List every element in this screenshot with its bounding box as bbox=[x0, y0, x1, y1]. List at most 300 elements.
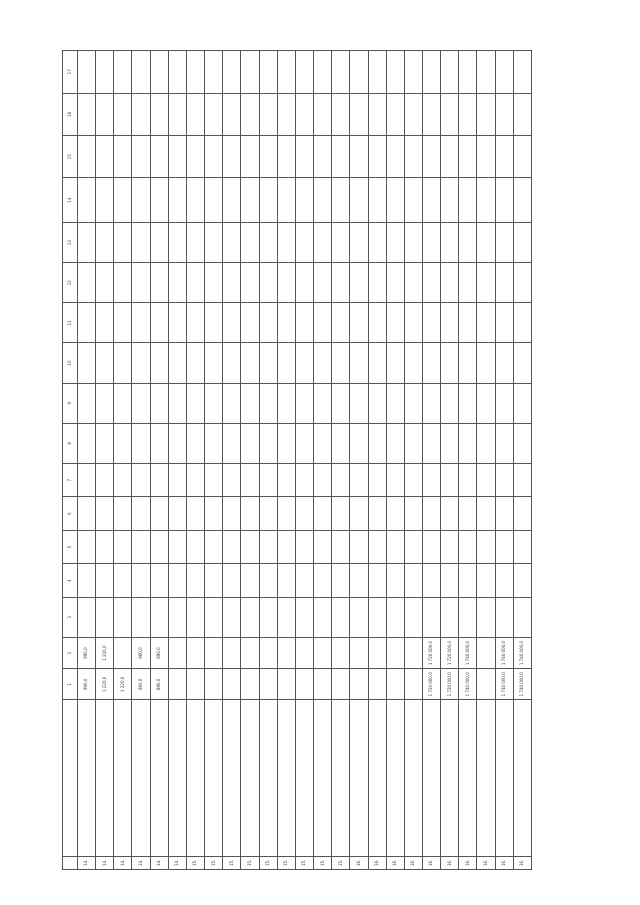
value-cell bbox=[332, 669, 350, 700]
value-cell bbox=[78, 93, 96, 135]
value-cell bbox=[386, 51, 404, 94]
value-cell bbox=[314, 637, 332, 668]
value-cell bbox=[404, 343, 422, 383]
value-cell bbox=[78, 343, 96, 383]
value-cell bbox=[295, 383, 313, 423]
table-row bbox=[386, 51, 404, 870]
value-cell bbox=[332, 51, 350, 94]
row-description-cell bbox=[205, 700, 223, 856]
value-cell bbox=[295, 597, 313, 637]
value-cell bbox=[495, 93, 513, 135]
value-cell bbox=[132, 263, 150, 303]
value-cell bbox=[277, 343, 295, 383]
value-cell bbox=[495, 51, 513, 94]
value-cell: 1 220,0 bbox=[96, 637, 114, 668]
value-cell bbox=[295, 263, 313, 303]
value-cell: 960,0 bbox=[132, 637, 150, 668]
value-cell bbox=[223, 51, 241, 94]
value-cell bbox=[223, 669, 241, 700]
value-cell bbox=[368, 669, 386, 700]
value-cell bbox=[295, 423, 313, 463]
value-cell bbox=[495, 263, 513, 303]
value-cell bbox=[277, 637, 295, 668]
value-cell bbox=[150, 423, 168, 463]
value-cell bbox=[422, 530, 440, 563]
value-cell bbox=[132, 423, 150, 463]
value-cell bbox=[186, 637, 204, 668]
value-cell bbox=[441, 222, 459, 262]
row-index-cell: 14. bbox=[96, 856, 114, 869]
value-cell: 890,0 bbox=[150, 669, 168, 700]
value-cell bbox=[368, 222, 386, 262]
value-cell bbox=[477, 669, 495, 700]
table-row bbox=[368, 51, 386, 870]
header-cell: 12 bbox=[63, 263, 78, 303]
value-cell bbox=[223, 497, 241, 530]
value-cell bbox=[205, 597, 223, 637]
value-cell bbox=[513, 383, 531, 423]
value-cell bbox=[332, 263, 350, 303]
value-cell bbox=[513, 597, 531, 637]
value-cell bbox=[241, 637, 259, 668]
rotated-table-wrapper bbox=[62, 50, 532, 870]
value-cell: 1 720 000,0 bbox=[422, 637, 440, 668]
value-cell bbox=[513, 463, 531, 496]
value-cell bbox=[132, 343, 150, 383]
value-cell bbox=[186, 497, 204, 530]
row-index-cell: 16. bbox=[495, 856, 513, 869]
value-cell bbox=[150, 263, 168, 303]
table-row bbox=[277, 51, 295, 870]
value-cell bbox=[350, 637, 368, 668]
value-cell bbox=[459, 222, 477, 262]
row-description-cell bbox=[150, 700, 168, 856]
value-cell bbox=[477, 463, 495, 496]
value-cell bbox=[96, 383, 114, 423]
value-cell bbox=[459, 383, 477, 423]
value-cell bbox=[404, 222, 422, 262]
value-cell bbox=[368, 530, 386, 563]
value-cell bbox=[459, 93, 477, 135]
value-cell bbox=[205, 263, 223, 303]
value-cell bbox=[404, 178, 422, 223]
value-cell bbox=[477, 637, 495, 668]
value-cell bbox=[332, 93, 350, 135]
value-cell bbox=[186, 222, 204, 262]
value-cell bbox=[205, 463, 223, 496]
value-cell bbox=[386, 530, 404, 563]
value-cell bbox=[513, 51, 531, 94]
value-cell bbox=[205, 93, 223, 135]
value-cell bbox=[477, 530, 495, 563]
value-cell bbox=[422, 597, 440, 637]
row-index-cell: 16. bbox=[513, 856, 531, 869]
row-index-cell: 16. bbox=[459, 856, 477, 869]
value-cell bbox=[350, 497, 368, 530]
table-row bbox=[422, 51, 440, 870]
row-description-cell bbox=[404, 700, 422, 856]
value-cell bbox=[314, 263, 332, 303]
value-cell bbox=[241, 463, 259, 496]
value-cell bbox=[132, 597, 150, 637]
value-cell: 1 720 000,0 bbox=[441, 669, 459, 700]
value-cell bbox=[459, 597, 477, 637]
value-cell bbox=[205, 222, 223, 262]
value-cell bbox=[132, 530, 150, 563]
value-cell bbox=[332, 423, 350, 463]
value-cell bbox=[495, 463, 513, 496]
value-cell bbox=[422, 383, 440, 423]
header-cell: 6 bbox=[63, 497, 78, 530]
value-cell bbox=[150, 463, 168, 496]
value-cell bbox=[314, 530, 332, 563]
value-cell bbox=[277, 222, 295, 262]
value-cell bbox=[386, 564, 404, 597]
table-header-row bbox=[63, 51, 78, 870]
table-body bbox=[78, 51, 532, 870]
value-cell bbox=[386, 93, 404, 135]
value-cell bbox=[441, 303, 459, 343]
header-cell: 4 bbox=[63, 564, 78, 597]
value-cell bbox=[168, 93, 186, 135]
row-index-cell: 16. bbox=[386, 856, 404, 869]
value-cell bbox=[132, 303, 150, 343]
header-cell: 7 bbox=[63, 463, 78, 496]
value-cell bbox=[96, 263, 114, 303]
row-description-cell bbox=[186, 700, 204, 856]
value-cell: 1 740 000,0 bbox=[495, 637, 513, 668]
value-cell bbox=[368, 93, 386, 135]
value-cell bbox=[168, 637, 186, 668]
value-cell bbox=[314, 135, 332, 177]
value-cell bbox=[259, 669, 277, 700]
value-cell bbox=[114, 135, 132, 177]
value-cell bbox=[332, 597, 350, 637]
value-cell bbox=[332, 463, 350, 496]
value-cell bbox=[477, 135, 495, 177]
value-cell bbox=[386, 669, 404, 700]
header-cell: 14 bbox=[63, 178, 78, 223]
value-cell bbox=[295, 178, 313, 223]
value-cell bbox=[186, 597, 204, 637]
value-cell bbox=[114, 93, 132, 135]
row-index-cell: 15. bbox=[314, 856, 332, 869]
value-cell bbox=[495, 423, 513, 463]
value-cell bbox=[223, 263, 241, 303]
value-cell bbox=[495, 564, 513, 597]
value-cell bbox=[132, 222, 150, 262]
value-cell bbox=[186, 423, 204, 463]
value-cell bbox=[150, 51, 168, 94]
value-cell bbox=[114, 423, 132, 463]
value-cell bbox=[223, 343, 241, 383]
value-cell bbox=[350, 178, 368, 223]
value-cell bbox=[277, 530, 295, 563]
row-index-cell: 14. bbox=[132, 856, 150, 869]
value-cell bbox=[96, 597, 114, 637]
value-cell bbox=[459, 303, 477, 343]
value-cell bbox=[314, 383, 332, 423]
value-cell bbox=[459, 423, 477, 463]
row-description-cell bbox=[78, 700, 96, 856]
value-cell bbox=[368, 597, 386, 637]
value-cell bbox=[132, 564, 150, 597]
value-cell bbox=[441, 463, 459, 496]
value-cell bbox=[314, 597, 332, 637]
value-cell bbox=[277, 597, 295, 637]
value-cell bbox=[513, 263, 531, 303]
value-cell bbox=[277, 135, 295, 177]
value-cell bbox=[295, 51, 313, 94]
table-row bbox=[404, 51, 422, 870]
row-index-cell: 16. bbox=[422, 856, 440, 869]
value-cell bbox=[386, 637, 404, 668]
value-cell bbox=[404, 93, 422, 135]
value-cell bbox=[78, 222, 96, 262]
table-row bbox=[132, 51, 150, 870]
value-cell bbox=[295, 135, 313, 177]
value-cell bbox=[241, 530, 259, 563]
value-cell bbox=[404, 669, 422, 700]
value-cell bbox=[114, 343, 132, 383]
value-cell bbox=[386, 463, 404, 496]
value-cell bbox=[223, 222, 241, 262]
value-cell bbox=[114, 637, 132, 668]
table-row bbox=[241, 51, 259, 870]
value-cell bbox=[295, 530, 313, 563]
row-index-cell: 14. bbox=[150, 856, 168, 869]
value-cell bbox=[350, 530, 368, 563]
value-cell bbox=[186, 263, 204, 303]
value-cell bbox=[332, 222, 350, 262]
value-cell bbox=[259, 178, 277, 223]
value-cell bbox=[368, 383, 386, 423]
value-cell bbox=[441, 597, 459, 637]
value-cell bbox=[513, 423, 531, 463]
value-cell bbox=[186, 383, 204, 423]
value-cell bbox=[513, 93, 531, 135]
row-description-cell bbox=[332, 700, 350, 856]
row-index-cell: 15. bbox=[241, 856, 259, 869]
row-index-cell: 16. bbox=[350, 856, 368, 869]
value-cell bbox=[223, 383, 241, 423]
value-cell bbox=[132, 135, 150, 177]
value-cell bbox=[223, 135, 241, 177]
value-cell bbox=[259, 263, 277, 303]
value-cell bbox=[314, 343, 332, 383]
value-cell bbox=[404, 497, 422, 530]
value-cell bbox=[205, 178, 223, 223]
value-cell bbox=[96, 530, 114, 563]
value-cell bbox=[277, 178, 295, 223]
table-row bbox=[223, 51, 241, 870]
value-cell bbox=[205, 135, 223, 177]
row-description-cell bbox=[350, 700, 368, 856]
value-cell bbox=[277, 497, 295, 530]
value-cell bbox=[441, 343, 459, 383]
value-cell bbox=[114, 383, 132, 423]
value-cell bbox=[96, 222, 114, 262]
value-cell bbox=[404, 637, 422, 668]
value-cell bbox=[368, 135, 386, 177]
row-description-cell bbox=[295, 700, 313, 856]
value-cell bbox=[332, 637, 350, 668]
value-cell bbox=[168, 423, 186, 463]
value-cell bbox=[422, 564, 440, 597]
row-description-cell bbox=[386, 700, 404, 856]
value-cell: 1 740 000,0 bbox=[459, 637, 477, 668]
value-cell bbox=[132, 463, 150, 496]
value-cell bbox=[404, 51, 422, 94]
value-cell bbox=[422, 135, 440, 177]
row-description-cell bbox=[168, 700, 186, 856]
value-cell bbox=[350, 463, 368, 496]
value-cell bbox=[477, 383, 495, 423]
value-cell bbox=[477, 222, 495, 262]
value-cell bbox=[404, 530, 422, 563]
value-cell bbox=[223, 597, 241, 637]
value-cell bbox=[132, 497, 150, 530]
header-cell: 5 bbox=[63, 530, 78, 563]
row-description-cell bbox=[422, 700, 440, 856]
value-cell bbox=[168, 303, 186, 343]
value-cell bbox=[495, 135, 513, 177]
value-cell bbox=[350, 383, 368, 423]
value-cell bbox=[404, 463, 422, 496]
row-description-cell bbox=[314, 700, 332, 856]
table-row bbox=[314, 51, 332, 870]
value-cell bbox=[441, 178, 459, 223]
value-cell bbox=[477, 178, 495, 223]
row-description-cell bbox=[223, 700, 241, 856]
value-cell bbox=[150, 383, 168, 423]
value-cell bbox=[459, 178, 477, 223]
budget-table bbox=[62, 50, 532, 870]
table-row bbox=[350, 51, 368, 870]
table-row bbox=[114, 51, 132, 870]
value-cell bbox=[277, 669, 295, 700]
value-cell bbox=[96, 463, 114, 496]
value-cell bbox=[422, 93, 440, 135]
row-description-cell bbox=[96, 700, 114, 856]
value-cell bbox=[259, 135, 277, 177]
value-cell bbox=[168, 343, 186, 383]
value-cell bbox=[150, 564, 168, 597]
value-cell bbox=[259, 497, 277, 530]
value-cell bbox=[223, 178, 241, 223]
value-cell bbox=[332, 383, 350, 423]
value-cell bbox=[78, 564, 96, 597]
value-cell bbox=[205, 303, 223, 343]
value-cell: 1 740 000,0 bbox=[513, 669, 531, 700]
table-row bbox=[78, 51, 96, 870]
value-cell bbox=[223, 463, 241, 496]
value-cell bbox=[168, 263, 186, 303]
value-cell bbox=[350, 263, 368, 303]
value-cell bbox=[96, 51, 114, 94]
value-cell bbox=[186, 463, 204, 496]
value-cell bbox=[386, 423, 404, 463]
value-cell: 990,0 bbox=[78, 669, 96, 700]
row-description-cell bbox=[259, 700, 277, 856]
value-cell bbox=[441, 135, 459, 177]
row-index-cell: 15. bbox=[259, 856, 277, 869]
value-cell bbox=[459, 564, 477, 597]
value-cell bbox=[186, 564, 204, 597]
value-cell bbox=[368, 343, 386, 383]
value-cell bbox=[477, 497, 495, 530]
value-cell bbox=[259, 303, 277, 343]
header-cell bbox=[63, 856, 78, 869]
value-cell bbox=[186, 93, 204, 135]
value-cell bbox=[422, 343, 440, 383]
value-cell bbox=[350, 135, 368, 177]
value-cell bbox=[114, 303, 132, 343]
value-cell bbox=[314, 222, 332, 262]
value-cell bbox=[332, 530, 350, 563]
row-index-cell: 15. bbox=[205, 856, 223, 869]
value-cell bbox=[350, 303, 368, 343]
value-cell bbox=[513, 303, 531, 343]
value-cell bbox=[114, 597, 132, 637]
value-cell bbox=[295, 93, 313, 135]
row-index-cell: 16. bbox=[404, 856, 422, 869]
value-cell bbox=[368, 178, 386, 223]
value-cell bbox=[78, 383, 96, 423]
value-cell bbox=[223, 530, 241, 563]
value-cell bbox=[78, 178, 96, 223]
value-cell bbox=[441, 497, 459, 530]
value-cell bbox=[350, 93, 368, 135]
value-cell bbox=[205, 530, 223, 563]
value-cell bbox=[150, 303, 168, 343]
row-description-cell bbox=[132, 700, 150, 856]
value-cell bbox=[277, 463, 295, 496]
row-description-cell bbox=[277, 700, 295, 856]
value-cell bbox=[314, 423, 332, 463]
value-cell bbox=[314, 303, 332, 343]
value-cell bbox=[114, 530, 132, 563]
value-cell bbox=[314, 51, 332, 94]
value-cell bbox=[404, 423, 422, 463]
row-description-cell bbox=[495, 700, 513, 856]
value-cell bbox=[368, 497, 386, 530]
value-cell bbox=[205, 423, 223, 463]
value-cell bbox=[168, 178, 186, 223]
value-cell bbox=[332, 135, 350, 177]
value-cell bbox=[114, 263, 132, 303]
value-cell bbox=[477, 564, 495, 597]
value-cell bbox=[132, 93, 150, 135]
row-index-cell: 15. bbox=[223, 856, 241, 869]
value-cell bbox=[241, 564, 259, 597]
value-cell bbox=[513, 222, 531, 262]
table-row bbox=[168, 51, 186, 870]
value-cell bbox=[241, 178, 259, 223]
header-cell: 1 bbox=[63, 669, 78, 700]
value-cell bbox=[114, 51, 132, 94]
value-cell bbox=[150, 135, 168, 177]
value-cell bbox=[477, 597, 495, 637]
value-cell bbox=[96, 497, 114, 530]
table-row bbox=[295, 51, 313, 870]
value-cell bbox=[78, 423, 96, 463]
value-cell bbox=[295, 669, 313, 700]
value-cell bbox=[241, 343, 259, 383]
value-cell bbox=[96, 564, 114, 597]
value-cell: 1 740 000,0 bbox=[513, 637, 531, 668]
value-cell bbox=[332, 303, 350, 343]
